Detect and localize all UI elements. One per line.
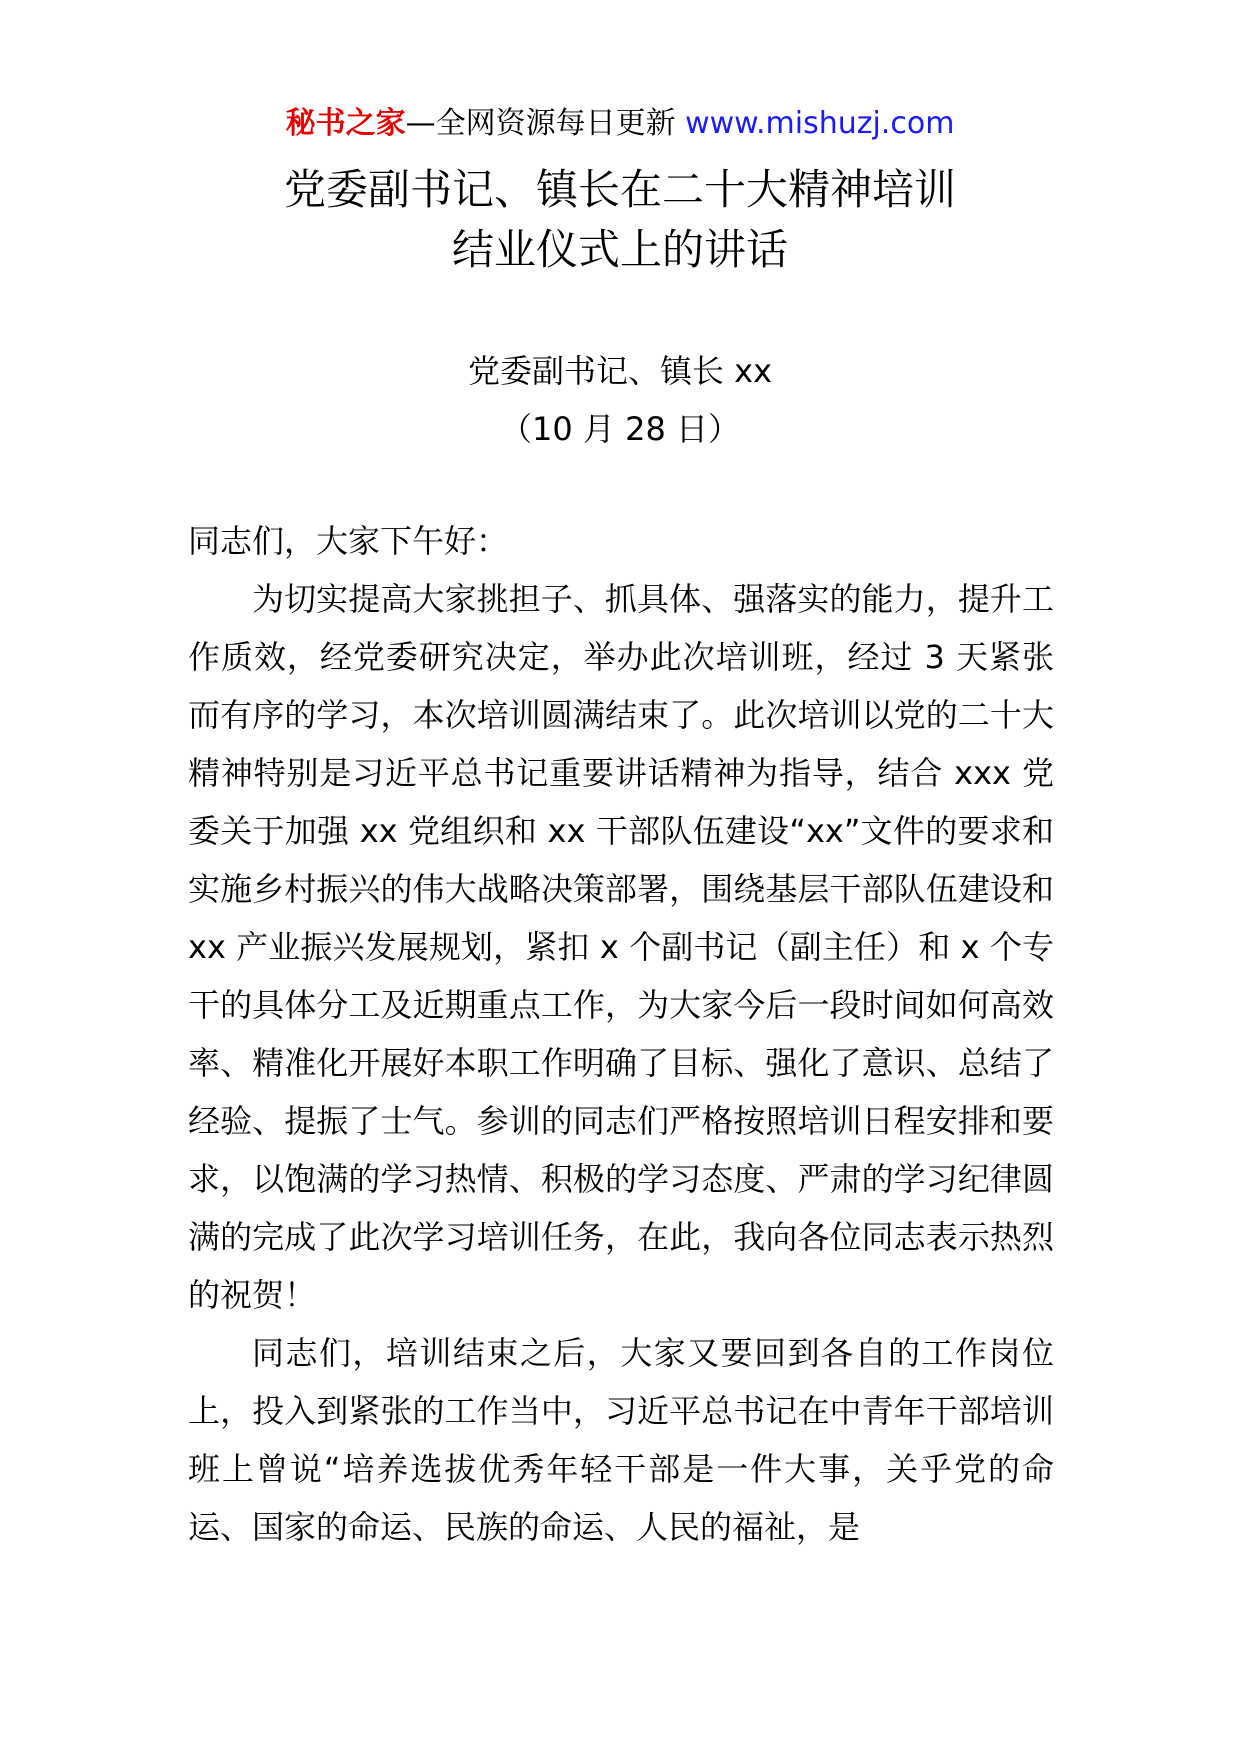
site-url-link[interactable]: www.mishuzj.com (675, 106, 955, 141)
speech-date: （10 月 28 日） (500, 410, 740, 448)
title-line-1: 党委副书记、镇长在二十大精神培训 (283, 165, 956, 214)
site-banner (0, 104, 1240, 144)
document-title (0, 160, 1240, 280)
byline (0, 342, 1240, 458)
brand-name: 秘书之家 (285, 106, 406, 141)
salutation: 同志们，大家下午好： (188, 522, 509, 560)
document-body (188, 512, 1054, 1556)
author: 党委副书记、镇长 xx (467, 352, 773, 390)
brand-slogan: —全网资源每日更新 (405, 106, 676, 141)
body-paragraph-2: 同志们，培训结束之后，大家又要回到各自的工作岗位上，投入到紧张的工作当中，习近平总书记在中青年干部培训班上曾说“培养选拔优秀年轻干部是一件大事，关乎党的命运、国家的命运、民族的命运、人民的福祉，是 (188, 1334, 1054, 1546)
title-line-2: 结业仪式上的讲话 (451, 225, 788, 274)
body-paragraph-1: 为切实提高大家挑担子、抓具体、强落实的能力，提升工作质效，经党委研究决定，举办此次培训班，经过 3 天紧张而有序的学习，本次培训圆满结束了。此次培训以党的二十大精神特别是习近平总书记重要讲话精神为指导，结合 xxx 党委关于加强 xx 党组织和 xx 干部队伍建设“xx”文件的要求和实施乡村振兴的伟大战略决策部署，围绕基层干部队伍建设和 xx 产业振兴发展规划，紧扣 x 个副书记（副主任）和 x 个专干的具体分工及近期重点工作，为大家今后一段时间如何高效率、精准化开展好本职工作明确了目标、强化了意识、总结了经验、提振了士气。参训的同志们严格按照培训日程安排和要求，以饱满的学习热情、积极的学习态度、严肃的学习纪律圆满的完成了此次学习培训任务，在此，我向各位同志表示热烈的祝贺！ (188, 580, 1054, 1314)
